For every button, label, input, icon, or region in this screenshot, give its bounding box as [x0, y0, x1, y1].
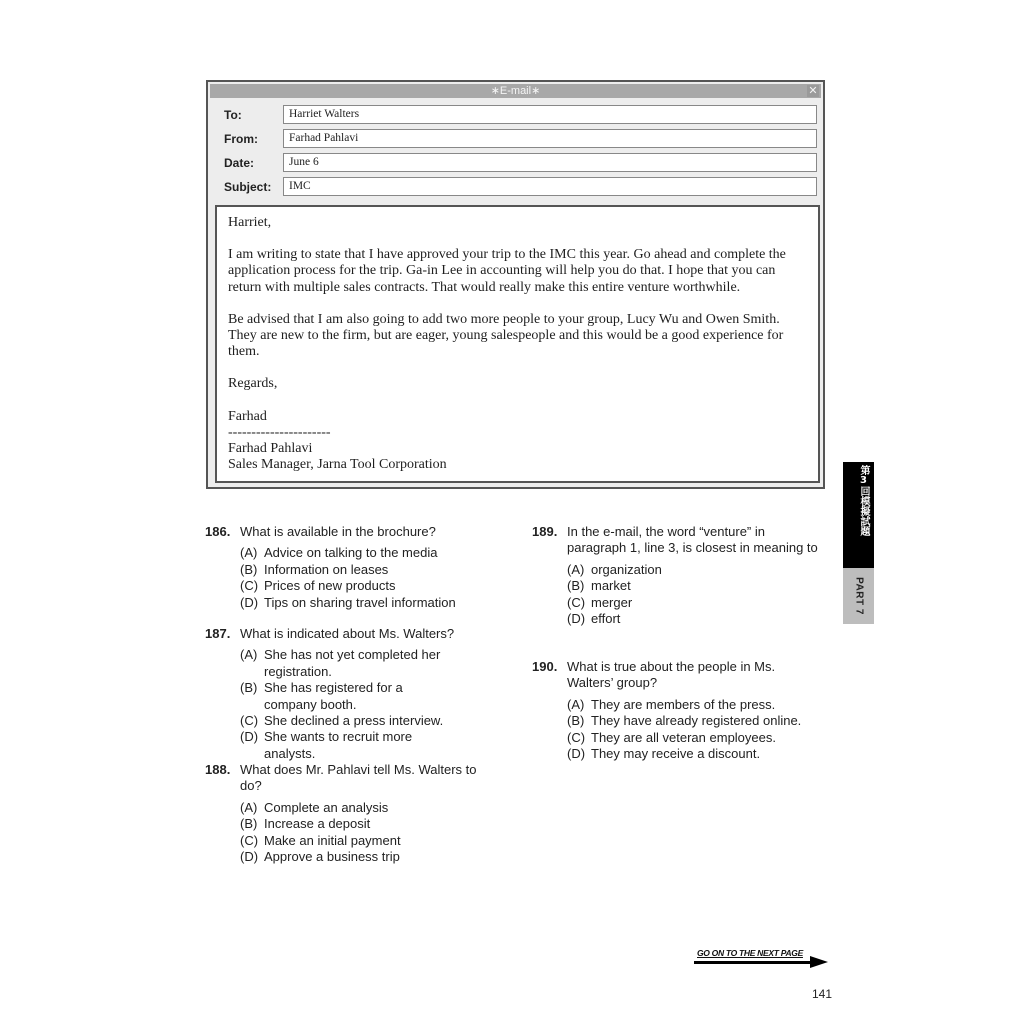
email-closing: Regards,	[228, 376, 278, 392]
option-text: Information on leases	[264, 561, 389, 577]
subject-label: Subject:	[224, 180, 272, 194]
from-label: From:	[224, 132, 258, 146]
date-field[interactable]: June 6	[283, 153, 817, 172]
subject-row	[224, 177, 817, 197]
option-d[interactable]	[567, 611, 832, 627]
question-187	[205, 626, 475, 762]
signature-divider: ----------------------	[228, 424, 331, 440]
arrow-right-icon	[694, 961, 812, 964]
option-text: She declined a press interview.	[264, 713, 444, 729]
option-letter: (C)	[567, 594, 586, 610]
arrowhead-icon	[810, 956, 828, 968]
next-page-indicator	[694, 948, 834, 972]
option-letter: (C)	[240, 832, 259, 848]
subject-field[interactable]: IMC	[283, 177, 817, 196]
options	[240, 800, 505, 866]
question-189	[532, 524, 832, 627]
email-titlebar	[210, 84, 821, 98]
option-letter: (A)	[567, 561, 585, 577]
option-letter: (B)	[567, 713, 585, 729]
option-text: She has not yet completed her registration.	[264, 647, 441, 679]
option-text: They may receive a discount.	[591, 746, 761, 762]
option-letter: (A)	[240, 647, 258, 663]
option-b[interactable]	[567, 578, 832, 594]
option-text: They are all veteran employees.	[591, 729, 776, 745]
question-188	[205, 762, 505, 865]
email-body	[215, 205, 820, 483]
question-text: What is available in the brochure?	[240, 524, 436, 539]
question-number: 188.	[205, 762, 231, 777]
option-text: They have already registered online.	[591, 713, 802, 729]
page-number: 141	[812, 987, 833, 1001]
option-text: merger	[591, 594, 633, 610]
option-b[interactable]	[240, 816, 505, 832]
option-letter: (D)	[567, 611, 586, 627]
option-text: They are members of the press.	[591, 696, 776, 712]
to-label: To:	[224, 108, 242, 122]
question-number: 189.	[532, 524, 558, 539]
section-label: 第3回模擬試題	[858, 465, 869, 536]
options	[240, 647, 450, 762]
option-a[interactable]	[240, 647, 450, 680]
option-letter: (A)	[240, 545, 258, 561]
option-text: effort	[591, 611, 621, 627]
option-a[interactable]	[240, 545, 475, 561]
option-a[interactable]	[240, 800, 505, 816]
option-text: Prices of new products	[264, 578, 396, 594]
option-text: Increase a deposit	[264, 816, 371, 832]
email-paragraph-2: Be advised that I am also going to add two more people to your group, Lucy Wu and Owen Smith. They are new to the firm, but are eager, young salespeople and this would be a good experience for them.	[228, 311, 784, 360]
question-text: What does Mr. Pahlavi tell Ms. Walters to do?	[240, 762, 477, 794]
from-row	[224, 129, 817, 149]
email-title: ∗E-mail∗	[490, 85, 541, 97]
option-letter: (B)	[240, 561, 258, 577]
option-c[interactable]	[240, 833, 505, 849]
option-a[interactable]	[567, 562, 832, 578]
option-letter: (C)	[567, 729, 586, 745]
from-field[interactable]: Farhad Pahlavi	[283, 129, 817, 148]
options	[567, 562, 832, 628]
option-c[interactable]	[240, 713, 450, 729]
option-b[interactable]	[240, 562, 475, 578]
options	[240, 545, 475, 611]
option-letter: (D)	[240, 729, 259, 745]
email-signoff: Farhad	[228, 408, 267, 424]
option-text: Complete an analysis	[264, 799, 389, 815]
email-paragraph-1: I am writing to state that I have approved your trip to the IMC this year. Go ahead and complete the application process for the trip. Ga-in Lee in accounting will help you do that. I hope that you can return with multiple sales contracts. That would really make this entire venture worthwhile.	[228, 247, 786, 295]
question-186	[205, 524, 475, 611]
question-number: 186.	[205, 524, 231, 539]
option-text: market	[591, 578, 631, 594]
option-letter: (A)	[567, 696, 585, 712]
signature-name: Farhad Pahlavi	[228, 441, 313, 457]
option-text: Tips on sharing travel information	[264, 594, 456, 610]
option-letter: (B)	[567, 578, 585, 594]
option-d[interactable]	[240, 849, 505, 865]
option-text: organization	[591, 561, 662, 577]
date-label: Date:	[224, 156, 255, 170]
option-text: Advice on talking to the media	[264, 545, 438, 561]
option-letter: (D)	[240, 849, 259, 865]
option-letter: (A)	[240, 799, 258, 815]
option-letter: (B)	[240, 816, 258, 832]
question-number: 190.	[532, 659, 558, 674]
option-d[interactable]	[240, 595, 475, 611]
signature-title: Sales Manager, Jarna Tool Corporation	[228, 457, 447, 473]
option-letter: (B)	[240, 680, 258, 696]
question-text: What is true about the people in Ms. Walters’ group?	[567, 659, 776, 691]
options	[567, 697, 832, 763]
option-text: She has registered for a company booth.	[264, 680, 403, 712]
option-letter: (D)	[240, 594, 259, 610]
question-text: What is indicated about Ms. Walters?	[240, 626, 455, 641]
to-row	[224, 105, 817, 125]
question-text: In the e-mail, the word “venture” in paragraph 1, line 3, is closest in meaning to	[567, 524, 818, 556]
option-c[interactable]	[567, 730, 832, 746]
option-b[interactable]	[567, 713, 832, 729]
question-number: 187.	[205, 626, 231, 641]
email-greeting: Harriet,	[228, 215, 272, 230]
email-window	[206, 80, 825, 489]
option-letter: (C)	[240, 578, 259, 594]
to-field[interactable]: Harriet Walters	[283, 105, 817, 124]
question-190	[532, 659, 832, 762]
part-tab	[843, 568, 874, 624]
option-b[interactable]	[240, 680, 450, 713]
close-icon[interactable]: ✕	[808, 85, 818, 97]
option-letter: (D)	[567, 746, 586, 762]
section-tab	[843, 462, 874, 568]
option-d[interactable]	[567, 746, 832, 762]
option-d[interactable]	[240, 729, 450, 762]
option-letter: (C)	[240, 713, 259, 729]
date-row	[224, 153, 817, 173]
option-text: Approve a business trip	[264, 849, 400, 865]
option-text: She wants to recruit more analysts.	[264, 729, 413, 761]
next-page-label: GO ON TO THE NEXT PAGE	[697, 948, 803, 958]
option-text: Make an initial payment	[264, 832, 401, 848]
option-c[interactable]	[567, 595, 832, 611]
option-c[interactable]	[240, 578, 475, 594]
part-label: PART 7	[853, 577, 864, 615]
option-a[interactable]	[567, 697, 832, 713]
